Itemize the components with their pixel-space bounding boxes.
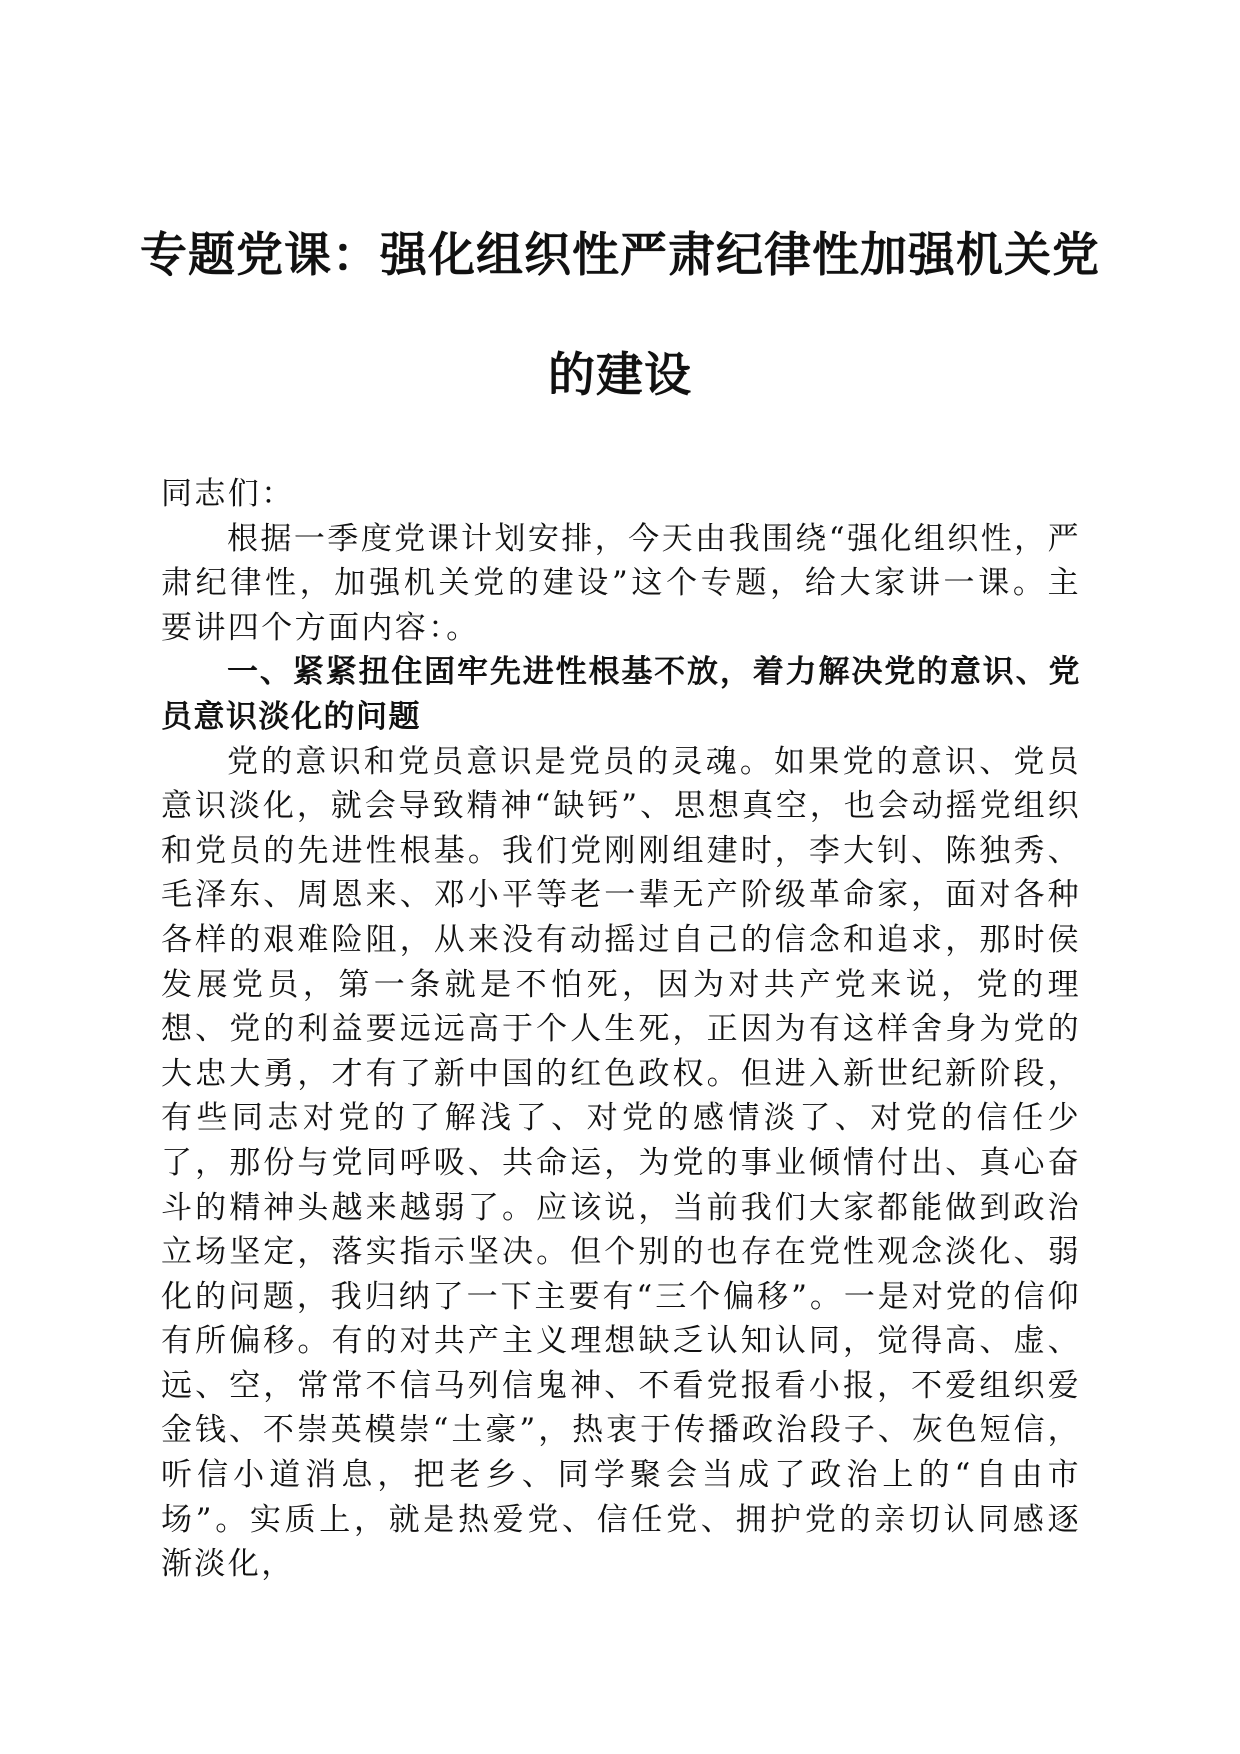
- section-heading: 一、紧紧扭住固牢先进性根基不放，着力解决党的意识、党员意识淡化的问题: [161, 654, 1081, 735]
- body-paragraph: 党的意识和党员意识是党员的灵魂。如果党的意识、党员意识淡化，就会导致精神“缺钙”、思想真空，也会动摇党组织和党员的先进性根基。我们党刚刚组建时，李大钊、陈独秀、毛泽东、周恩来、邓小平等老一辈无产阶级革命家，面对各种各样的艰难险阻，从来没有动摇过自己的信念和追求，那时侯发展党员，第一条就是不怕死，因为对共产党来说，党的理想、党的利益要远远高于个人生死，正因为有这样舍身为党的大忠大勇，才有了新中国的红色政权。但进入新世纪新阶段，有些同志对党的了解浅了、对党的感情淡了、对党的信任少了，那份与党同呼吸、共命运，为党的事业倾情付出、真心奋斗的精神头越来越弱了。应该说，当前我们大家都能做到政治立场坚定，落实指示坚决。但个别的也存在党性观念淡化、弱化的问题，我归纳了一下主要有“三个偏移”。一是对党的信仰有所偏移。有的对共产主义理想缺乏认知认同，觉得高、虚、远、空，常常不信马列信鬼神、不看党报看小报，不爱组织爱金钱、不崇英模崇“土豪”，热衷于传播政治段子、灰色短信，听信小道消息，把老乡、同学聚会当成了政治上的“自由市场”。实质上，就是热爱党、信任党、拥护党的亲切认同感逐渐淡化，: [161, 743, 1081, 1583]
- document-title-line1: 专题党课：强化组织性严肃纪律性加强机关党: [140, 228, 1100, 283]
- intro-paragraph: 根据一季度党课计划安排，今天由我围绕“强化组织性，严肃纪律性，加强机关党的建设”这个专题，给大家讲一课。主要讲四个方面内容：。: [161, 520, 1081, 646]
- document-title-line2: 的建设: [548, 348, 692, 403]
- salutation: 同志们：: [161, 476, 295, 512]
- document-body: [161, 472, 1081, 1587]
